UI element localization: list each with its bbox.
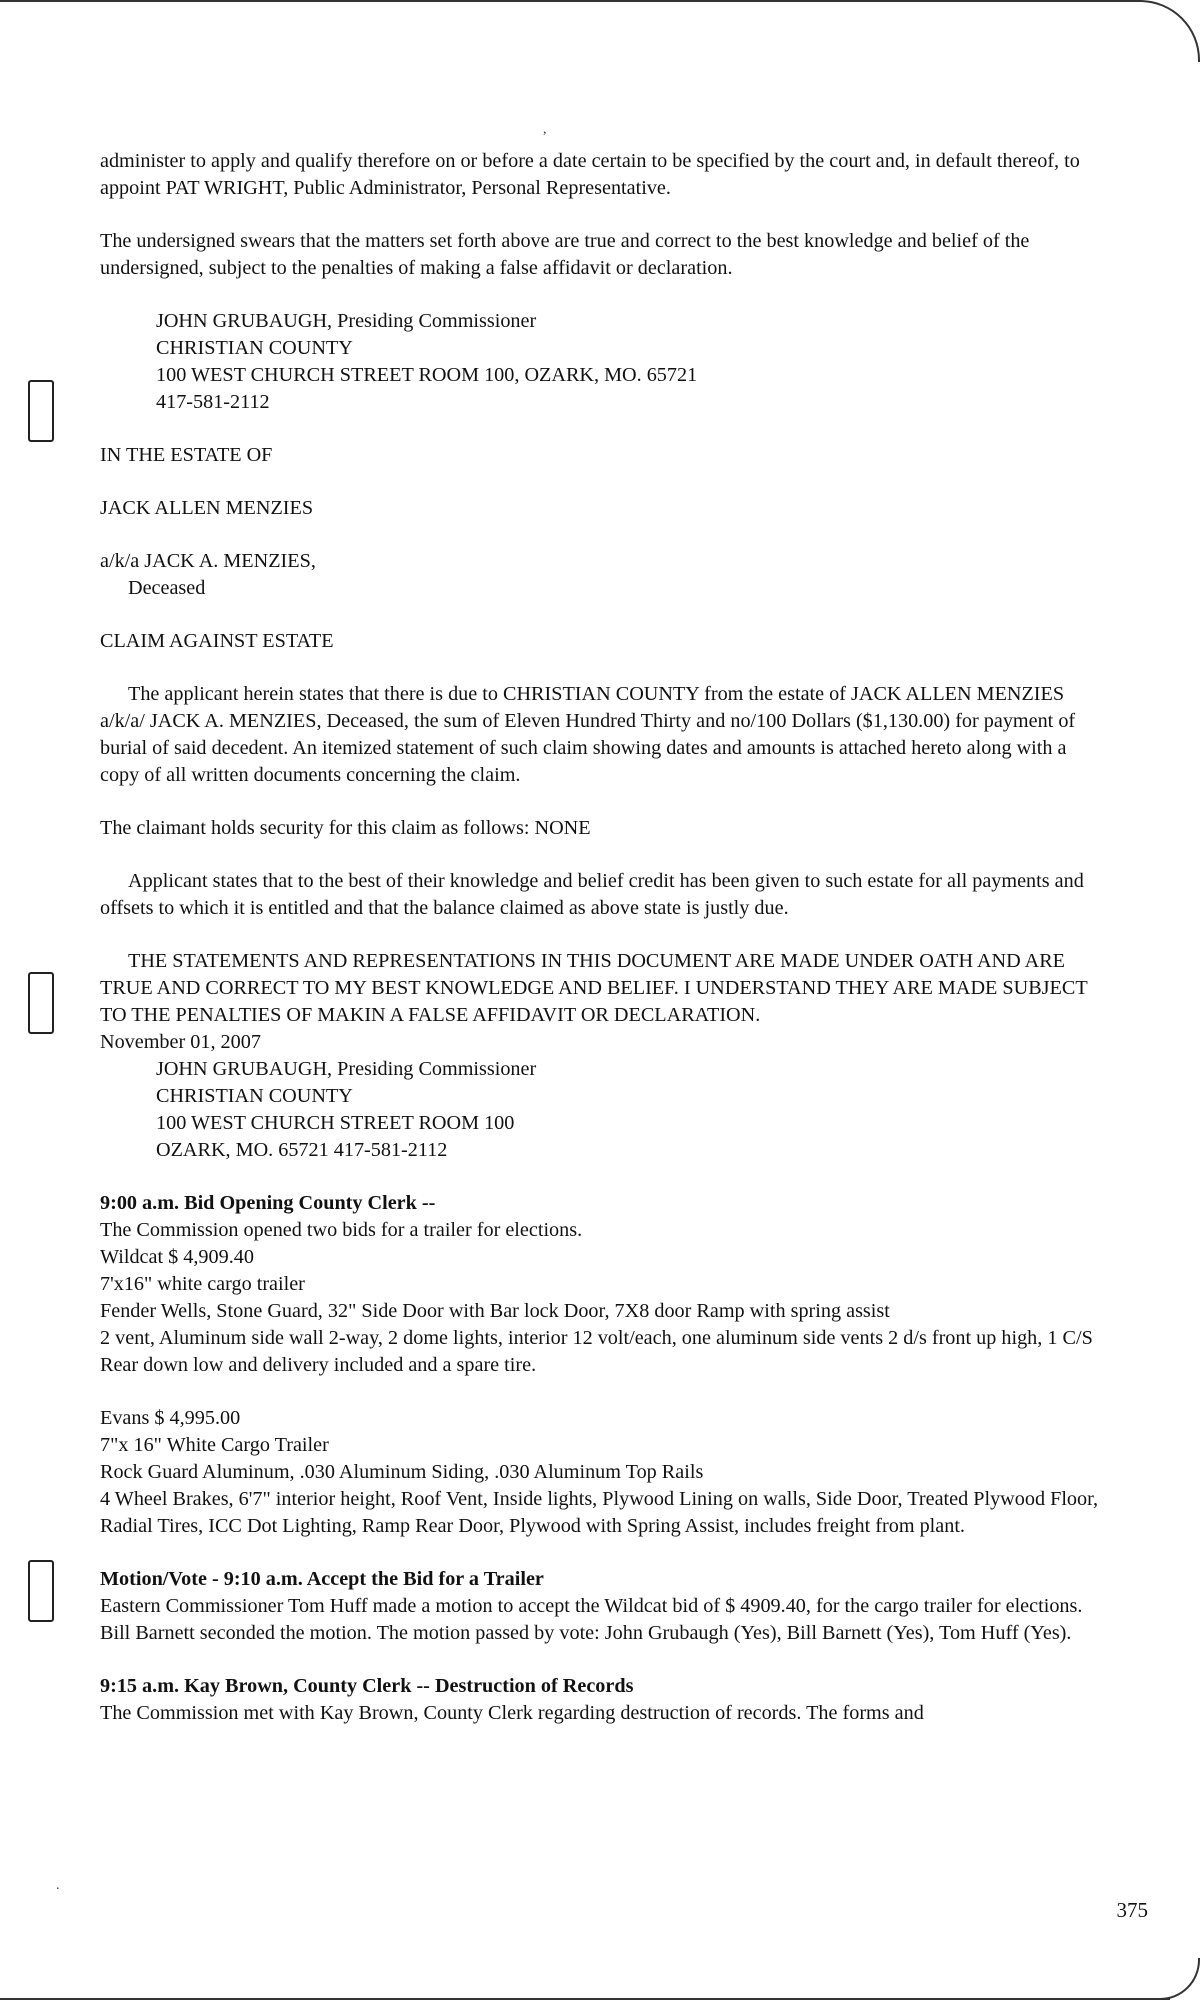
text-line: Eastern Commissioner Tom Huff made a motion to accept the Wildcat bid of $ 4909.40, for the cargo trailer for elections. Bill Barnett seconded the motion. The motion passed by vote: John Grubaugh (Yes), Bill Barnett (Yes), Tom Huff (Yes). xyxy=(100,1595,1083,1644)
section-heading: 9:15 a.m. Kay Brown, County Clerk -- Destruction of Records xyxy=(100,1675,634,1697)
address-line: 417-581-2112 xyxy=(156,391,270,413)
text-line: Fender Wells, Stone Guard, 32" Side Door with Bar lock Door, 7X8 door Ramp with spring assist xyxy=(100,1300,890,1322)
address-line: 100 WEST CHURCH STREET ROOM 100 xyxy=(156,1112,515,1134)
binder-hole-mark xyxy=(28,1560,54,1622)
section-heading: 9:00 a.m. Bid Opening County Clerk -- xyxy=(100,1192,436,1214)
address-line: JOHN GRUBAUGH, Presiding Commissioner xyxy=(156,1058,537,1080)
deceased-label: Deceased xyxy=(128,577,206,599)
decedent-aka xyxy=(100,548,1100,602)
oath-statement: THE STATEMENTS AND REPRESENTATIONS IN THIS DOCUMENT ARE MADE UNDER OATH AND ARE TRUE AND CORRECT TO MY BEST KNOWLEDGE AND BELIEF. I UNDERSTAND THEY ARE MADE SUBJECT TO THE PENALTIES OF MAKIN A FALSE AFFIDAVIT OR DECLARATION. xyxy=(100,950,1088,1026)
decedent-name: JACK ALLEN MENZIES xyxy=(100,497,314,519)
records-section xyxy=(100,1673,1100,1727)
address-line: 100 WEST CHURCH STREET ROOM 100, OZARK, MO. 65721 xyxy=(156,364,698,386)
bid-amount: Evans $ 4,995.00 xyxy=(100,1407,241,1429)
page-number: 375 xyxy=(1116,1898,1148,1922)
address-block xyxy=(100,308,1100,416)
paragraph: The claimant holds security for this claim as follows: NONE xyxy=(100,817,591,839)
address-line: CHRISTIAN COUNTY xyxy=(156,1085,353,1107)
date-line: November 01, 2007 xyxy=(100,1031,261,1053)
paragraph: Applicant states that to the best of their knowledge and belief credit has been given to such estate for all payments and offsets to which it is entitled and that the balance claimed as above state is justly due. xyxy=(100,870,1084,919)
aka-line: a/k/a JACK A. MENZIES, xyxy=(100,550,316,572)
binder-hole-mark xyxy=(28,972,54,1034)
claim-heading: CLAIM AGAINST ESTATE xyxy=(100,630,334,652)
text-line: The Commission opened two bids for a trailer for elections. xyxy=(100,1219,583,1241)
top-right-corner-curve xyxy=(1138,0,1200,62)
address-block xyxy=(100,1056,1100,1164)
text-line: 7'x16" white cargo trailer xyxy=(100,1273,305,1295)
binder-hole-mark xyxy=(28,380,54,442)
text-line: 2 vent, Aluminum side wall 2-way, 2 dome lights, interior 12 volt/each, one aluminum side vents 2 d/s front up high, 1 C/S Rear down low and delivery included and a spare tire. xyxy=(100,1327,1093,1376)
scan-speck: , xyxy=(543,122,547,137)
bid-amount: Wildcat $ 4,909.40 xyxy=(100,1246,254,1268)
text-line: 7"x 16" White Cargo Trailer xyxy=(100,1434,329,1456)
document-body xyxy=(100,148,1100,1753)
bid-opening-section xyxy=(100,1190,1100,1379)
text-line: Rock Guard Aluminum, .030 Aluminum Siding, .030 Aluminum Top Rails xyxy=(100,1461,704,1483)
text-line: 4 Wheel Brakes, 6'7" interior height, Roof Vent, Inside lights, Plywood Lining on walls, Side Door, Treated Plywood Floor, Radial Tires, ICC Dot Lighting, Ramp Rear Door, Plywood with Spring Assist, includes freight from plant. xyxy=(100,1488,1099,1537)
evans-bid xyxy=(100,1405,1100,1540)
estate-heading: IN THE ESTATE OF xyxy=(100,444,273,466)
motion-section xyxy=(100,1566,1100,1647)
paragraph: administer to apply and qualify therefore on or before a date certain to be specified by the court and, in default thereof, to appoint PAT WRIGHT, Public Administrator, Personal Representative. xyxy=(100,150,1080,199)
address-line: CHRISTIAN COUNTY xyxy=(156,337,353,359)
address-line: OZARK, MO. 65721 417-581-2112 xyxy=(156,1139,448,1161)
top-border xyxy=(0,0,1140,2)
text-line: The Commission met with Kay Brown, County Clerk regarding destruction of records. The forms and xyxy=(100,1702,924,1724)
paragraph: The undersigned swears that the matters set forth above are true and correct to the best knowledge and belief of the undersigned, subject to the penalties of making a false affidavit or declaration. xyxy=(100,230,1030,279)
bottom-right-corner-curve xyxy=(1158,1958,1200,2000)
address-line: JOHN GRUBAUGH, Presiding Commissioner xyxy=(156,310,537,332)
scan-speck: . xyxy=(56,1878,60,1893)
paragraph: The applicant herein states that there is due to CHRISTIAN COUNTY from the estate of JACK ALLEN MENZIES a/k/a/ JACK A. MENZIES, Deceased, the sum of Eleven Hundred Thirty and no/100 Dollars ($1,130.00) for payment of burial of said decedent. An itemized statement of such claim showing dates and amounts is attached hereto along with a copy of all written documents concerning the claim. xyxy=(100,683,1076,786)
section-heading: Motion/Vote - 9:10 a.m. Accept the Bid for a Trailer xyxy=(100,1568,544,1590)
